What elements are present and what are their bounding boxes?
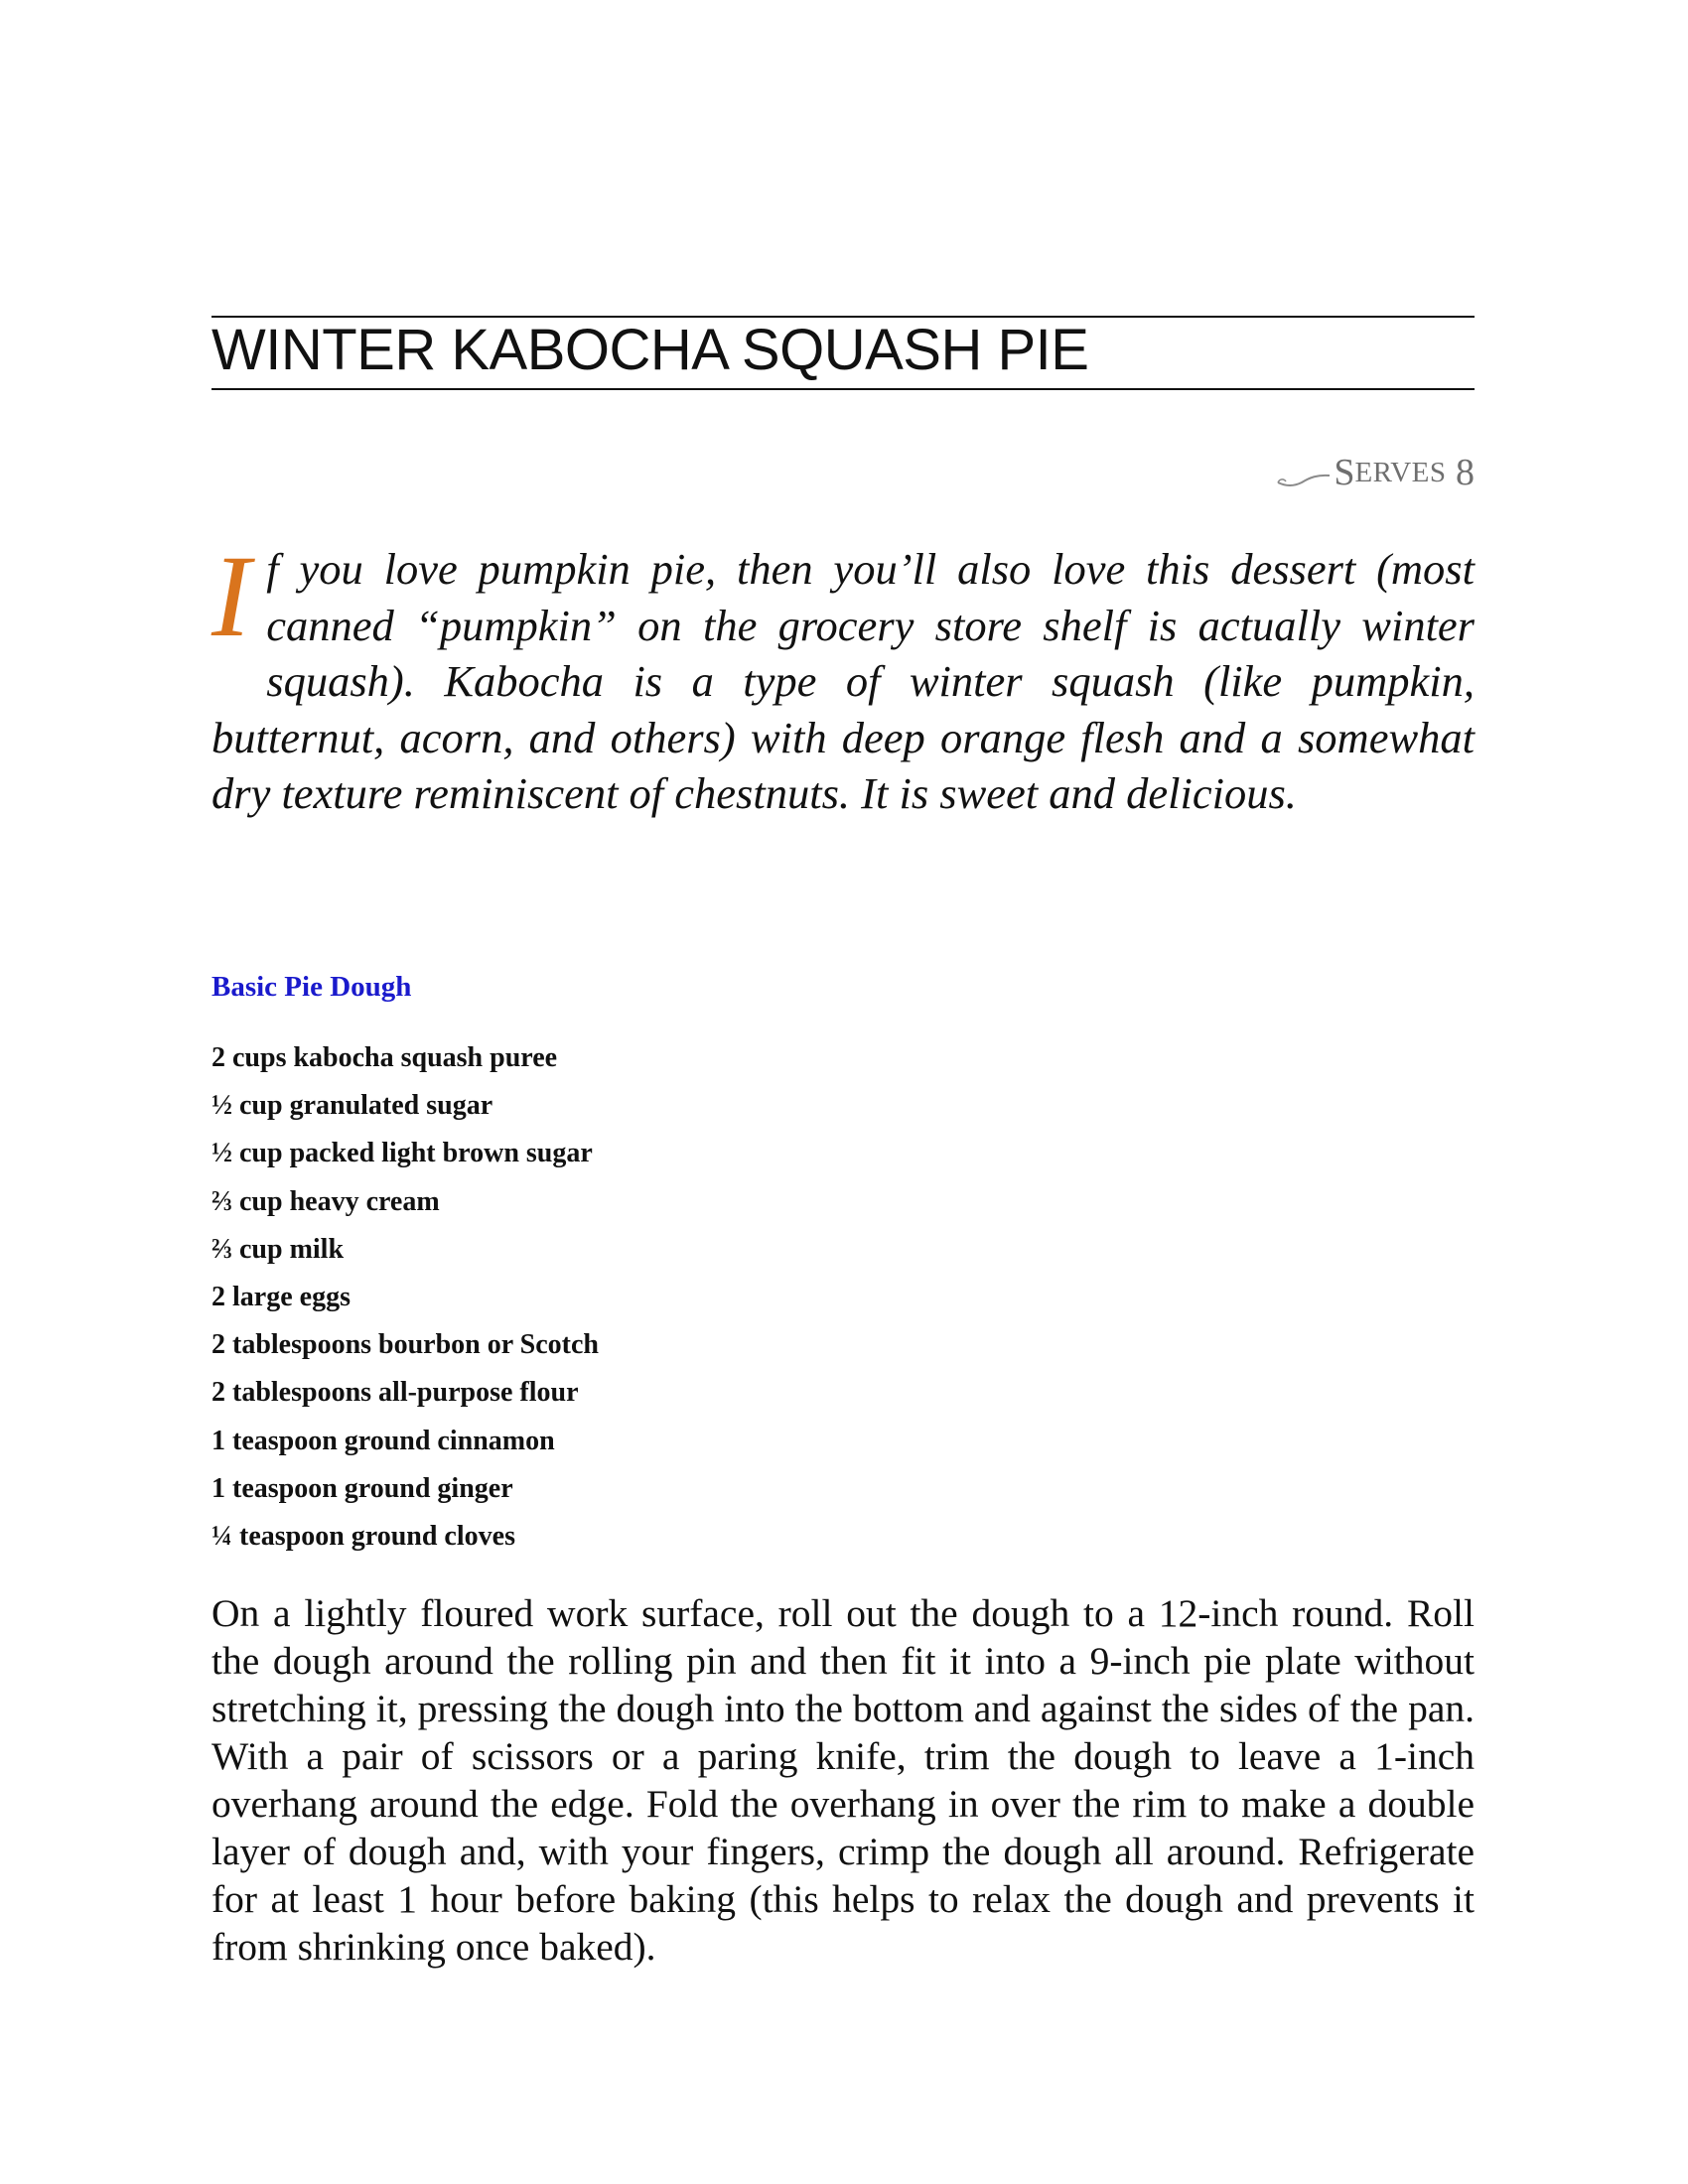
- recipe-title: WINTER KABOCHA SQUASH PIE: [211, 318, 1089, 382]
- ingredient-item: ½ cup granulated sugar: [211, 1090, 493, 1122]
- serves-label-cap: S: [1334, 452, 1355, 493]
- ingredients-subhead: Basic Pie Dough: [211, 971, 412, 1003]
- ingredient-item: 1 teaspoon ground cinnamon: [211, 1425, 555, 1456]
- ingredient-item: ¼ teaspoon ground cloves: [211, 1521, 515, 1553]
- intro-text: f you love pumpkin pie, then you’ll also love this dessert (most canned “pumpkin” on the grocery store shelf is actually winter squash). Kabocha is a type of winter squash (like pumpkin, butternut, acorn, and others) with deep orange flesh and a somewhat dry texture reminiscent of chestnuts. It is sweet and delicious.: [211, 544, 1475, 818]
- ingredient-item: ½ cup packed light brown sugar: [211, 1138, 593, 1169]
- ingredient-item: 2 tablespoons bourbon or Scotch: [211, 1329, 600, 1361]
- serves-label-small: ERVES: [1354, 457, 1447, 488]
- serves-count: 8: [1456, 452, 1475, 493]
- title-bottom-rule: [211, 388, 1475, 390]
- ingredient-item: ⅔ cup milk: [211, 1233, 345, 1265]
- drop-cap: I: [211, 531, 251, 661]
- ingredient-item: 2 cups kabocha squash puree: [211, 1042, 558, 1073]
- ingredient-item: ⅔ cup heavy cream: [211, 1185, 440, 1217]
- intro-paragraph: [211, 531, 1475, 822]
- method-paragraph: On a lightly floured work surface, roll out the dough to a 12-inch round. Roll the dough around the rolling pin and then fit it into a 9-inch pie plate without stretching it, pressing the dough into the bottom and against the sides of the pan. With a pair of scissors or a paring knife, trim the dough to leave a 1-inch overhang around the edge. Fold the overhang in over the rim to make a double layer of dough and, with your fingers, crimp the dough all around. Refrigerate for at least 1 hour before baking (this helps to relax the dough and prevents it from shrinking once baked).: [211, 1591, 1475, 1969]
- ingredients-list: [211, 1034, 599, 1561]
- swash-ornament-icon: [1276, 465, 1332, 488]
- ingredient-item: 2 tablespoons all-purpose flour: [211, 1377, 579, 1409]
- serves-line: [1276, 449, 1475, 496]
- recipe-page: [211, 0, 1475, 2184]
- ingredient-item: 2 large eggs: [211, 1282, 351, 1313]
- ingredient-item: 1 teaspoon ground ginger: [211, 1472, 513, 1504]
